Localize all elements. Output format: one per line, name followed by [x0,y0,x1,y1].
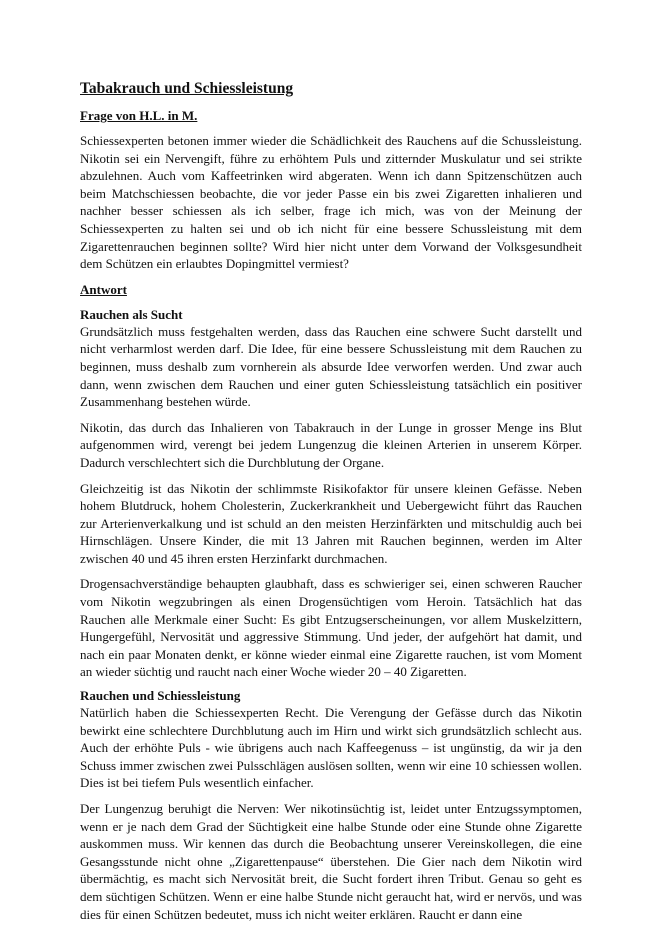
answer-heading: Antwort [80,281,127,297]
section1-paragraph: Gleichzeitig ist das Nikotin der schlimmste Risikofaktor für unsere kleinen Gefässe. Neben hohem Blutdruck, hohem Cholesterin, Zuckerkrankheit und Uebergewicht führt das Rauchen zur Arterienverkalkung und ist schuld an den meisten Herzinfärkten und mitschuldig auch bei Hirnschlägen. Unsere Kinder, die mit 13 Jahren mit Rauchen beginnen, werden im Alter zwischen 40 und 45 ihren ersten Herzinfarkt durchmachen. [80,480,582,566]
section1-paragraph: Grundsätzlich muss festgehalten werden, dass das Rauchen eine schwere Sucht darstellt und nicht verharmlost werden darf. Die Idee, für eine bessere Schussleistung mit dem Rauchen zu beginnen, muss deshalb zum vornherein als absurde Idee verworfen werden. Und zwar auch dann, wenn zwischen dem Rauchen und einer guten Schiessleistung tatsächlich ein positiver Zusammenhang bestehen würde. [80,323,582,410]
document-title: Tabakrauch und Schiessleistung [80,80,294,97]
section2-paragraph: Der Lungenzug beruhigt die Nerven: Wer nikotinsüchtig ist, leidet unter Entzugssymptomen, wenn er je nach dem Grad der Süchtigkeit eine halbe Stunde oder eine Stunde ohne Zigarette auskommen muss. Wir kennen das durch die Beobachtung unserer Vereinskollegen, die eine Gesangsstunde nicht ohne „Zigarettenpause“ überstehen. Die Gier nach dem Nikotin wird übermächtig, es macht sich Nervosität breit, die Sucht fordert ihren Tribut. Genau so geht es dem süchtigen Schützen. Wenn er eine halbe Stunde nicht geraucht hat, wird er nervös, und was dies für einen Schützen bedeutet, muss ich nicht weiter erklären. Raucht er dann eine [80,801,582,922]
section-heading-rauchen-als-sucht: Rauchen als Sucht [80,306,183,322]
section-heading-rauchen-und-schiessleistung: Rauchen und Schiessleistung [80,688,241,704]
question-paragraph: Schiessexperten betonen immer wieder die Schädlichkeit des Rauchens auf die Schussleistung. Nikotin sei ein Nervengift, führe zu erhöhtem Puls und zitternder Muskulatur und sei strikte abzulehnen. Auch vom Kaffeetrinken wird abgeraten. Wenn ich dann Spitzenschützen auch beim Matchschiessen beobachte, die vor jeder Passe ein bis zwei Zigaretten inhalieren und nachher besser schiessen als ich selber, frage ich mich, was von der Meinung der Schiessexperten zu halten sei und ob ich nicht für eine bessere Schussleistung mit dem Zigarettenrauchen beginnen sollte? Wird hier nicht unter dem Vorwand der Volksgesundheit dem Schützen ein erlaubtes Dopingmittel vermiest? [80,133,582,272]
section1-paragraph: Drogensachverständige behaupten glaubhaft, dass es schwieriger sei, einen schweren Raucher vom Nikotin wegzubringen als einen Drogensüchtigen vom Heroin. Tatsächlich hat das Rauchen alle Merkmale einer Sucht: Es gibt Entzugserscheinungen, vor allem Muskelzittern, Hungergefühl, Nervosität und aggressive Stimmung. Und jeder, der aufgehört hat damit, und nach ein paar Monaten denkt, er könne wieder einmal eine Zigarette rauchen, ist vom Moment an wieder süchtig und raucht nach einer Woche wieder 20 – 40 Zigaretten. [80,576,582,680]
question-heading: Frage von H.L. in M. [80,108,198,123]
section1-paragraph: Nikotin, das durch das Inhalieren von Tabakrauch in der Lunge in grosser Menge ins Blut aufgenommen wird, verengt bei jedem Lungenzug die kleinen Arterien in unserem Körper. Dadurch verschlechtert sich die Durchblutung der Organe. [80,419,582,470]
section2-paragraph: Natürlich haben die Schiessexperten Recht. Die Verengung der Gefässe durch das Nikotin bewirkt eine schlechtere Durchblutung auch im Hirn und wirkt sich grundsätzlich schlecht aus. Auch der erhöhte Puls - wie übrigens auch nach Kaffeegenuss – ist ungünstig, da wir ja den Schuss immer zwischen zwei Pulsschlägen auslösen sollten, wenn wir eine 10 schiessen wollen. Dies ist bei tiefem Puls wesentlich einfacher. [80,705,582,791]
